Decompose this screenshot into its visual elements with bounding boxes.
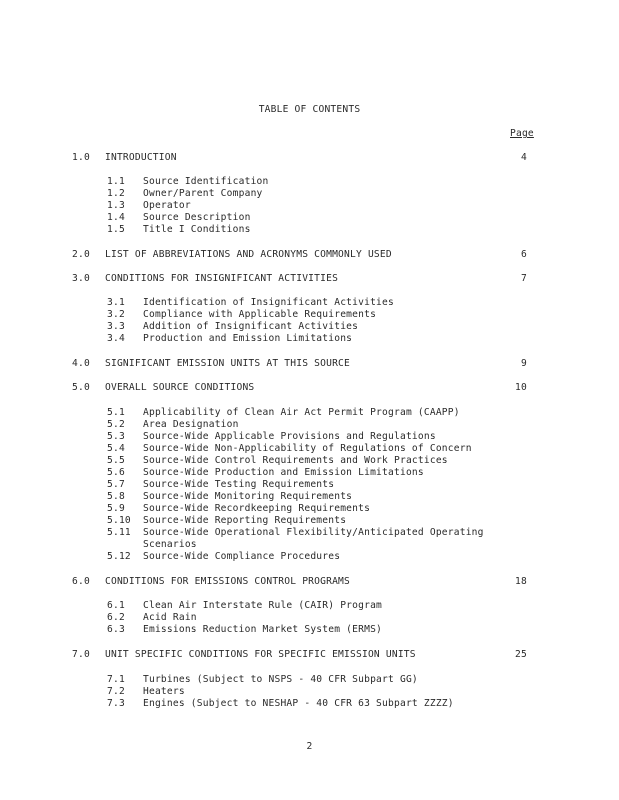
subsection-number: 1.5 [107, 224, 125, 235]
subsection-number: 6.2 [107, 612, 125, 623]
subsection-title: Title I Conditions [143, 224, 251, 235]
footer-page-number: 2 [306, 741, 313, 752]
subsection-number: 3.4 [107, 333, 125, 344]
section-title: OVERALL SOURCE CONDITIONS [105, 382, 255, 393]
subsection-title: Area Designation [143, 419, 239, 430]
subsection-number: 1.4 [107, 212, 125, 223]
subsection-number: 5.12 [107, 551, 131, 562]
subsection-title-continuation: Scenarios [143, 539, 197, 550]
subsection-title: Source Description [143, 212, 251, 223]
subsection-number: 5.7 [107, 479, 125, 490]
subsection-number: 5.10 [107, 515, 131, 526]
subsection-title: Clean Air Interstate Rule (CAIR) Program [143, 600, 383, 611]
section-title: UNIT SPECIFIC CONDITIONS FOR SPECIFIC EMISSION UNITS [105, 649, 416, 660]
subsection-title: Compliance with Applicable Requirements [143, 309, 377, 320]
subsection-number: 5.4 [107, 443, 125, 454]
subsection-title: Turbines (Subject to NSPS - 40 CFR Subpart GG) [143, 674, 418, 685]
subsection-number: 6.3 [107, 624, 125, 635]
subsection-title: Applicability of Clean Air Act Permit Program (CAAPP) [143, 407, 460, 418]
section-number: 4.0 [72, 358, 90, 369]
subsection-title: Acid Rain [143, 612, 197, 623]
page-column-header: Page [510, 128, 534, 139]
subsection-title: Identification of Insignificant Activities [143, 297, 394, 308]
subsection-number: 5.2 [107, 419, 125, 430]
subsection-number: 7.1 [107, 674, 125, 685]
section-page: 4 [521, 152, 527, 163]
section-title: CONDITIONS FOR EMISSIONS CONTROL PROGRAMS [105, 576, 351, 587]
section-title: CONDITIONS FOR INSIGNIFICANT ACTIVITIES [105, 273, 339, 284]
subsection-number: 7.2 [107, 686, 125, 697]
subsection-number: 5.9 [107, 503, 125, 514]
subsection-title: Production and Emission Limitations [143, 333, 353, 344]
subsection-title: Source-Wide Non-Applicability of Regulations of Concern [143, 443, 472, 454]
subsection-number: 6.1 [107, 600, 125, 611]
subsection-title: Source-Wide Reporting Requirements [143, 515, 347, 526]
section-page: 18 [515, 576, 527, 587]
subsection-number: 7.3 [107, 698, 125, 709]
subsection-title: Emissions Reduction Market System (ERMS) [143, 624, 383, 635]
section-page: 10 [515, 382, 527, 393]
section-number: 3.0 [72, 273, 90, 284]
section-page: 7 [521, 273, 527, 284]
subsection-title: Engines (Subject to NESHAP - 40 CFR 63 Subpart ZZZZ) [143, 698, 454, 709]
section-number: 7.0 [72, 649, 90, 660]
subsection-number: 3.2 [107, 309, 125, 320]
subsection-title: Source-Wide Monitoring Requirements [143, 491, 353, 502]
subsection-title: Source-Wide Production and Emission Limitations [143, 467, 424, 478]
subsection-title: Source-Wide Operational Flexibility/Anticipated Operating [143, 527, 484, 538]
subsection-number: 5.11 [107, 527, 131, 538]
subsection-number: 5.8 [107, 491, 125, 502]
subsection-number: 5.1 [107, 407, 125, 418]
subsection-number: 3.1 [107, 297, 125, 308]
section-page: 9 [521, 358, 527, 369]
section-number: 6.0 [72, 576, 90, 587]
subsection-title: Source-Wide Recordkeeping Requirements [143, 503, 371, 514]
section-page: 25 [515, 649, 527, 660]
section-page: 6 [521, 249, 527, 260]
subsection-number: 5.3 [107, 431, 125, 442]
subsection-title: Owner/Parent Company [143, 188, 263, 199]
section-number: 5.0 [72, 382, 90, 393]
subsection-title: Operator [143, 200, 191, 211]
section-title: LIST OF ABBREVIATIONS AND ACRONYMS COMMONLY USED [105, 249, 392, 260]
subsection-number: 1.3 [107, 200, 125, 211]
subsection-number: 5.6 [107, 467, 125, 478]
subsection-number: 5.5 [107, 455, 125, 466]
subsection-number: 1.1 [107, 176, 125, 187]
subsection-title: Source Identification [143, 176, 269, 187]
subsection-title: Addition of Insignificant Activities [143, 321, 359, 332]
subsection-title: Source-Wide Compliance Procedures [143, 551, 341, 562]
subsection-number: 3.3 [107, 321, 125, 332]
section-number: 1.0 [72, 152, 90, 163]
subsection-title: Source-Wide Control Requirements and Work Practices [143, 455, 448, 466]
subsection-title: Source-Wide Testing Requirements [143, 479, 335, 490]
section-title: SIGNIFICANT EMISSION UNITS AT THIS SOURCE [105, 358, 351, 369]
subsection-title: Heaters [143, 686, 185, 697]
section-number: 2.0 [72, 249, 90, 260]
subsection-title: Source-Wide Applicable Provisions and Regulations [143, 431, 436, 442]
section-title: INTRODUCTION [105, 152, 177, 163]
subsection-number: 1.2 [107, 188, 125, 199]
toc-title: TABLE OF CONTENTS [258, 104, 361, 115]
